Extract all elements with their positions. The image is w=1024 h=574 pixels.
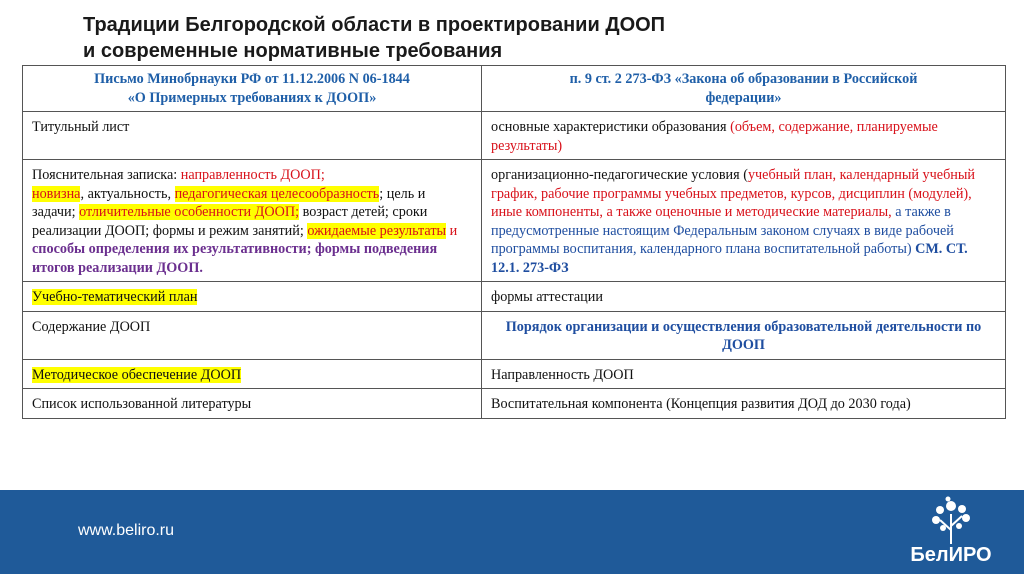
cell-explanatory-note: [23, 160, 482, 282]
header-right-line1: п. 9 ст. 2 273-ФЗ «Закона об образовании в Российской: [569, 71, 918, 87]
website-link[interactable]: www.beliro.ru: [78, 522, 175, 539]
text-orientation: направленность ДООП;: [180, 167, 325, 183]
text-methodical-support: Методическое обеспечение ДООП: [32, 366, 242, 383]
text-law-reference: СМ. СТ. 12.1. 273-ФЗ: [491, 241, 968, 276]
cell-program-content: Содержание ДООП: [23, 311, 482, 359]
text-education-program: а также в предусмотренные настоящим Федеральным законом случаях в виде рабочей программы воспитания, календарного плана воспитательной работы): [491, 204, 954, 257]
table-row: [23, 311, 1006, 359]
text-thematic-plan: Учебно-тематический план: [32, 289, 198, 305]
cell-main-characteristics: [482, 112, 1006, 160]
text-explanatory-note: Пояснительная записка:: [32, 167, 181, 183]
header-cell-left: [23, 66, 482, 112]
header-right-line2: федерации»: [705, 89, 782, 106]
table-row: [23, 389, 1006, 419]
cell-program-orientation: Направленность ДООП: [482, 359, 1006, 389]
text-goals: ; цель и задачи;: [32, 185, 426, 220]
table-row: [23, 160, 1006, 282]
text-age-terms: возраст детей; сроки реализации ДООП; формы и режим занятий;: [32, 204, 428, 239]
text-relevance: , актуальность,: [80, 185, 175, 202]
header-cell-right: [482, 66, 1006, 112]
text-assessment-methods: способы определения их результативности; формы подведения итогов реализации ДООП.: [32, 241, 438, 276]
cell-organizational-conditions: [482, 160, 1006, 282]
cell-title-page: Титульный лист: [23, 112, 482, 160]
text-novelty: новизна: [32, 185, 81, 202]
header-left-line2: «О Примерных требованиях к ДООП»: [127, 89, 377, 106]
text-volume-content: (объем, содержание, планируемые результаты): [491, 119, 938, 154]
slide-title-line2: и современные нормативные требования: [83, 40, 503, 62]
cell-thematic-plan: [23, 282, 482, 312]
text-and: и: [446, 222, 458, 239]
logo-text: БелИРО: [910, 544, 992, 566]
footer-bar: [0, 490, 1024, 574]
tree-icon: [896, 496, 1006, 546]
slide-title-line1: Традиции Белгородской области в проектировании ДООП: [83, 14, 666, 36]
table-row: [23, 282, 1006, 312]
cell-literature-list: Список использованной литературы: [23, 389, 482, 419]
cell-methodical-support: [23, 359, 482, 389]
comparison-table: [22, 65, 1006, 419]
slide-title: [83, 12, 943, 64]
text-expected-results: ожидаемые результаты: [307, 222, 447, 239]
cell-attestation-forms: формы аттестации: [482, 282, 1006, 312]
text-distinctive-features: отличительные особенности ДООП;: [79, 204, 300, 220]
beliro-logo: [896, 496, 1006, 568]
text-org-conditions: организационно-педагогические условия (: [491, 167, 748, 183]
table-row: [23, 359, 1006, 389]
cell-educational-component: Воспитательная компонента (Концепция развития ДОД до 2030 года): [482, 389, 1006, 419]
table-row: [23, 112, 1006, 160]
text-main-characteristics: основные характеристики образования: [491, 119, 731, 135]
cell-activity-order: Порядок организации и осуществления образовательной деятельности по ДООП: [482, 311, 1006, 359]
text-curriculum: учебный план, календарный учебный график, рабочие программы учебных предметов, курсов, дисциплин (модулей), иные компоненты, а также оценочные и методические материалы,: [491, 167, 976, 220]
header-left-line1: Письмо Минобрнауки РФ от 11.12.2006 N 06-1844: [94, 71, 410, 87]
text-pedagogical-expediency: педагогическая целесообразность: [174, 185, 380, 202]
table-header-row: [23, 66, 1006, 112]
